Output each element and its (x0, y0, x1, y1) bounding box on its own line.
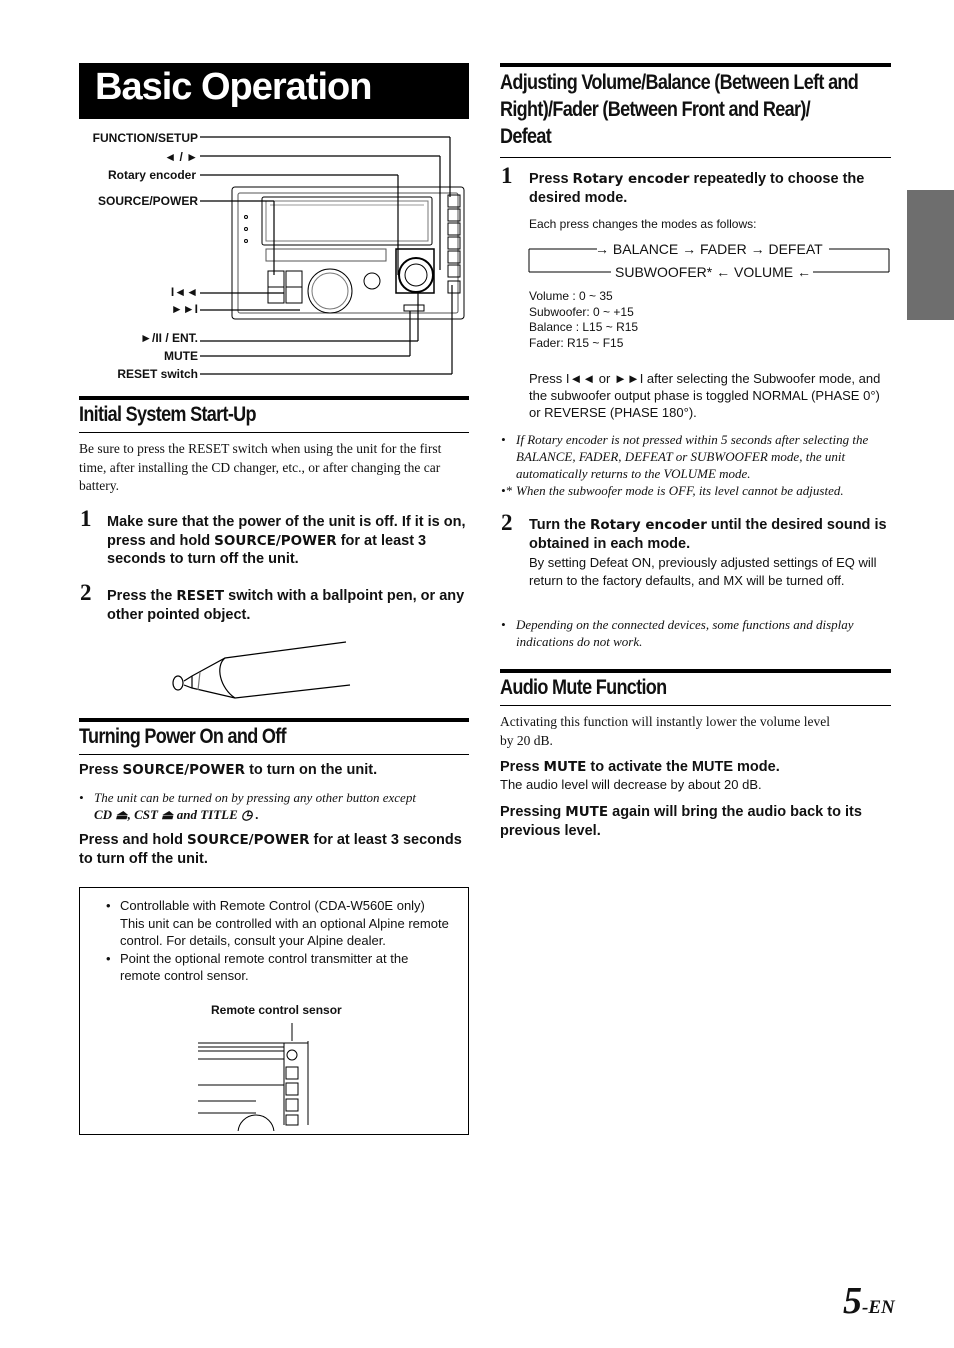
remote-control-box (79, 887, 469, 1135)
initial-step1-text: Make sure that the power of the unit is off. If it is on, press and hold SOURCE/POWER for at least 3 seconds to turn off the unit. (107, 514, 466, 567)
volume-step2-text: Turn the Rotary encoder until the desired sound is obtained in each mode. (529, 517, 887, 552)
mode-cycle-bottom: SUBWOOFER* ← VOLUME ← (615, 264, 812, 280)
initial-intro: Be sure to press the RESET switch when using the unit for the first time, after installing the CD changer, etc., or after changing the car battery. (79, 441, 442, 493)
range-subwoofer: Subwoofer: 0 ~ +15 (529, 304, 634, 319)
mute-activate-instruction: Press MUTE to activate the MUTE mode. (500, 759, 780, 775)
volume-note2: When the subwoofer mode is OFF, its level cannot be adjusted. (516, 483, 844, 498)
power-heading: Turning Power On and Off (79, 725, 286, 748)
range-volume: Volume : 0 ~ 35 (529, 289, 613, 303)
section-tab-marker (907, 190, 954, 320)
subwoofer-phase-text: Press I◄◄ or ►►I after selecting the Subwoofer mode, and the subwoofer output phase is toggled NORMAL (PHASE 0°) or REVERSE (PHASE 180°). (529, 371, 881, 420)
label-mute: MUTE (164, 349, 198, 363)
label-rotary-encoder: Rotary encoder (107, 168, 196, 182)
volume-note2-bullet: •* (501, 483, 513, 498)
initial-step1-number: 1 (80, 506, 92, 531)
volume-step1-number: 1 (501, 163, 513, 188)
volume-heading-bar (500, 63, 891, 158)
remote-bullet2: Point the optional remote control transmitter at the remote control sensor. (120, 951, 409, 983)
head-unit-diagram (200, 125, 472, 380)
mute-heading: Audio Mute Function (500, 676, 667, 699)
volume-ranges (529, 289, 638, 351)
volume-step2-number: 2 (501, 510, 513, 535)
label-source-power: SOURCE/POWER (97, 194, 198, 208)
label-reset-switch: RESET switch (117, 367, 198, 381)
power-on-instruction: Press SOURCE/POWER to turn on the unit. (79, 762, 378, 778)
label-left-right: ◄ / ► (164, 150, 198, 164)
label-function-setup: FUNCTION/SETUP (92, 131, 198, 145)
initial-step2-text: Press the RESET switch with a ballpoint pen, or any other pointed object. (107, 588, 465, 623)
page-title: Basic Operation (95, 66, 372, 108)
remote-bullet2-dot: • (106, 951, 111, 966)
remote-bullet1-dot: • (106, 898, 111, 913)
ballpoint-pen-illustration (170, 638, 355, 703)
mute-activate-body: The audio level will decrease by about 20 dB. (500, 777, 762, 792)
mute-heading-bar (500, 669, 891, 706)
label-prev: I◄◄ (170, 285, 198, 299)
volume-note3: Depending on the connected devices, some functions and display indications do not work. (516, 617, 854, 649)
volume-note1-bullet: • (501, 432, 506, 447)
remote-bullet1-body: This unit can be controlled with an optional Alpine remote control. For details, consult your Alpine dealer. (120, 916, 449, 948)
volume-modes-intro: Each press changes the modes as follows: (529, 217, 757, 231)
volume-step2-body: By setting Defeat ON, previously adjusted settings of EQ will return to the factory defaults, and MX will be turned off. (529, 555, 877, 588)
mode-cycle-top: → BALANCE → FADER → DEFEAT (595, 241, 823, 257)
initial-startup-heading-bar (79, 396, 469, 433)
label-play-pause-ent: ►/II / ENT. (140, 331, 198, 345)
remote-sensor-illustration (196, 1021, 316, 1131)
label-next: ►►I (170, 302, 198, 316)
power-note-bullet: • (79, 790, 84, 805)
page-title-bar (79, 63, 469, 119)
page-number: 5-EN (843, 1280, 895, 1322)
range-fader: Fader: R15 ~ F15 (529, 335, 624, 350)
volume-note3-bullet: • (501, 617, 506, 632)
initial-startup-heading: Initial System Start-Up (79, 403, 256, 426)
power-off-instruction: Press and hold SOURCE/POWER for at least 3 seconds to turn off the unit. (79, 832, 462, 867)
mute-intro: Activating this function will instantly lower the volume level by 20 dB. (500, 714, 830, 748)
volume-step1-text: Press Rotary encoder repeatedly to choose the desired mode. (529, 171, 865, 206)
power-heading-bar (79, 718, 469, 755)
remote-bullet1-title: Controllable with Remote Control (CDA-W560E only) (120, 898, 425, 913)
power-note: The unit can be turned on by pressing any other button except CD ⏏, CST ⏏ and TITLE ◷ . (94, 790, 416, 822)
initial-step2-number: 2 (80, 580, 92, 605)
remote-sensor-label: Remote control sensor (211, 1003, 342, 1017)
volume-note1: If Rotary encoder is not pressed within 5 seconds after selecting the BALANCE, FADER, DEFEAT or SUBWOOFER mode, the unit automatically returns to the VOLUME mode. (516, 432, 869, 481)
range-balance: Balance : L15 ~ R15 (529, 320, 639, 334)
mute-release-instruction: Pressing MUTE again will bring the audio back to its previous level. (500, 804, 862, 839)
volume-heading: Adjusting Volume/Balance (Between Left and Right)/Fader (Between Front and Rear)/ Defeat (500, 71, 859, 148)
